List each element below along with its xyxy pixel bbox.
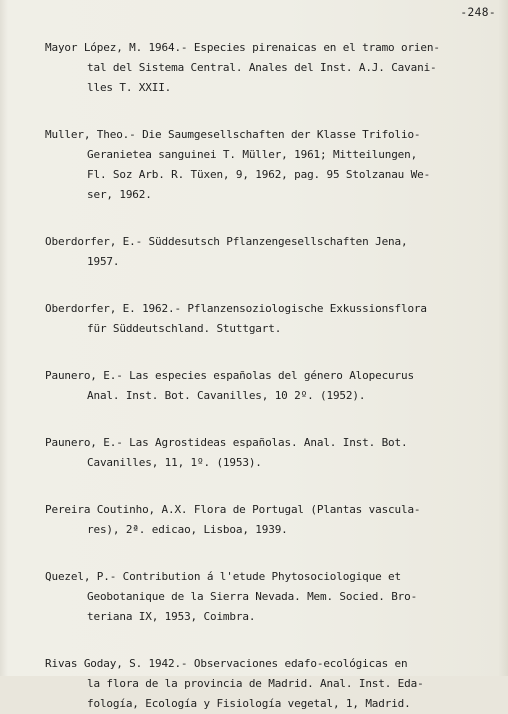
bibliography-entry: [45, 299, 500, 339]
entry-line: Rivas Goday, S. 1942.- Observaciones edafo-ecológicas en: [45, 657, 408, 670]
entry-line: für Süddeutschland. Stuttgart.: [87, 322, 282, 335]
entry-line: Geranietea sanguinei T. Müller, 1961; Mitteilungen,: [87, 148, 418, 161]
bibliography-entry: [45, 433, 500, 473]
entry-line: ser, 1962.: [87, 188, 152, 201]
bibliography-entry: [45, 654, 500, 714]
entry-line: teriana IX, 1953, Coimbra.: [87, 610, 256, 623]
bibliography-list: [45, 38, 500, 710]
entry-line: tal del Sistema Central. Anales del Inst. A.J. Cavani-: [87, 61, 437, 74]
entry-line: Pereira Coutinho, A.X. Flora de Portugal (Plantas vascula-: [45, 503, 421, 516]
bibliography-entry: [45, 500, 500, 540]
page-number: -248-: [460, 6, 496, 19]
entry-line: Oberdorfer, E. 1962.- Pflanzensoziologische Exkussionsflora: [45, 302, 427, 315]
bibliography-entry: [45, 366, 500, 406]
entry-line: Muller, Theo.- Die Saumgesellschaften der Klasse Trifolio-: [45, 128, 421, 141]
entry-line: fología, Ecología y Fisiología vegetal, 1, Madrid.: [87, 697, 411, 710]
entry-line: Oberdorfer, E.- Süddesutsch Pflanzengesellschaften Jena,: [45, 235, 408, 248]
entry-line: 1957.: [87, 255, 120, 268]
entry-line: Geobotanique de la Sierra Nevada. Mem. Socied. Bro-: [87, 590, 418, 603]
entry-line: lles T. XXII.: [87, 81, 172, 94]
bibliography-entry: [45, 232, 500, 272]
entry-line: Paunero, E.- Las Agrostideas españolas. Anal. Inst. Bot.: [45, 436, 408, 449]
entry-line: Cavanilles, 11, 1º. (1953).: [87, 456, 262, 469]
entry-line: Quezel, P.- Contribution á l'etude Phytosociologique et: [45, 570, 401, 583]
entry-line: Paunero, E.- Las especies españolas del género Alopecurus: [45, 369, 414, 382]
bibliography-entry: [45, 38, 500, 98]
bibliography-entry: [45, 125, 500, 205]
entry-line: la flora de la provincia de Madrid. Anal. Inst. Eda-: [87, 677, 424, 690]
bibliography-entry: [45, 567, 500, 627]
entry-line: Anal. Inst. Bot. Cavanilles, 10 2º. (1952).: [87, 389, 366, 402]
page-left-shadow: [0, 0, 8, 676]
entry-line: res), 2ª. edicao, Lisboa, 1939.: [87, 523, 288, 536]
entry-line: Mayor López, M. 1964.- Especies pirenaicas en el tramo orien-: [45, 41, 440, 54]
entry-line: Fl. Soz Arb. R. Tüxen, 9, 1962, pag. 95 Stolzanau We-: [87, 168, 431, 181]
